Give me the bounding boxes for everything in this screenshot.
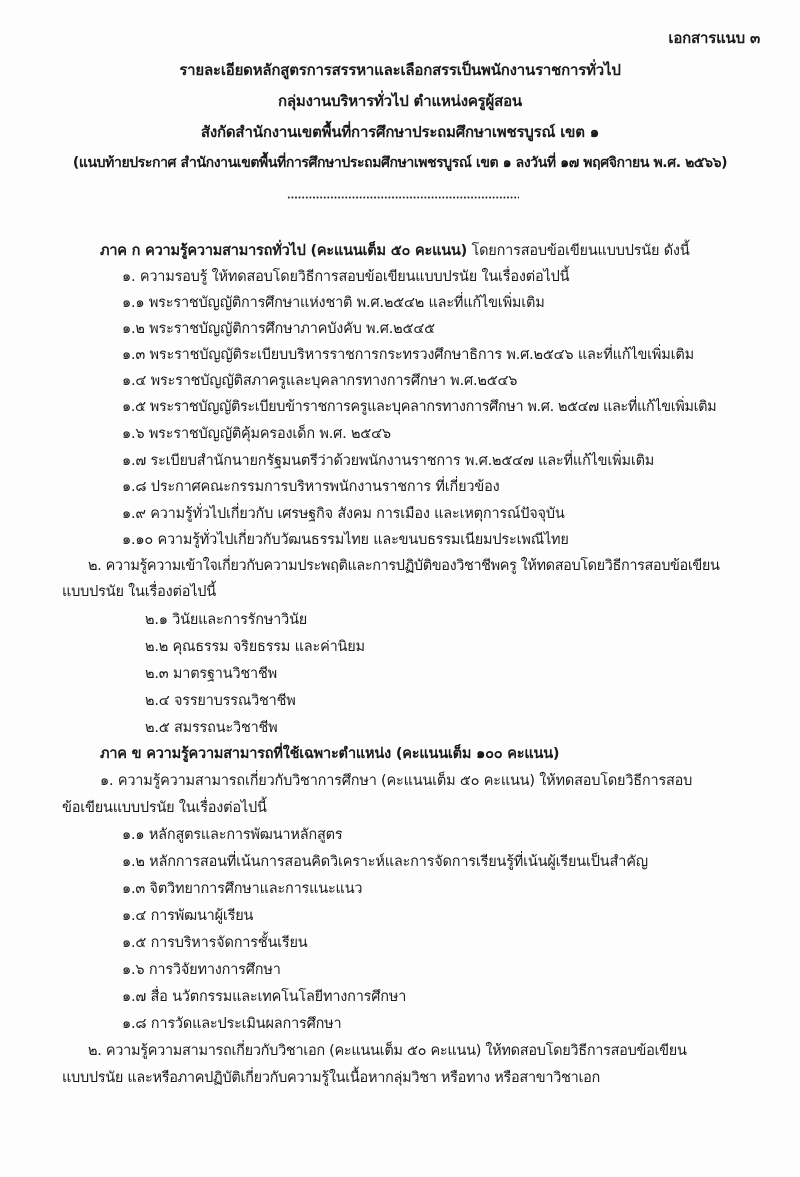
document-title: รายละเอียดหลักสูตรการสรรหาและเลือกสรรเป็นพนักงานราชการทั่วไป — [179, 61, 621, 79]
part-a-item: ๑.๓ พระราชบัญญัติระเบียบบริหารราชการกระทรวงศึกษาธิการ พ.ศ.๒๕๔๖ และที่แก้ไขเพิ่มเติม — [122, 347, 694, 363]
part-b-item: ๑.๔ การพัฒนาผู้เรียน — [122, 908, 254, 924]
part-a-section2-title-cont: แบบปรนัย ในเรื่องต่อไปนี้ — [62, 584, 217, 600]
part-a-section1-title: ๑. ความรอบรู้ ให้ทดสอบโดยวิธีการสอบข้อเขียนแบบปรนัย ในเรื่องต่อไปนี้ — [122, 269, 570, 285]
part-a-title: ภาค ก ความรู้ความสามารถทั่วไป (คะแนนเต็ม ๕๐ คะแนน) — [100, 243, 468, 259]
part-a-item: ๑.๑ พระราชบัญญัติการศึกษาแห่งชาติ พ.ศ.๒๕๔๒ และที่แก้ไขเพิ่มเติม — [122, 295, 545, 311]
part-a-item: ๑.๕ พระราชบัญญัติระเบียบข้าราชการครูและบุคลากรทางการศึกษา พ.ศ. ๒๕๔๗ และที่แก้ไขเพิ่มเติม — [122, 399, 717, 415]
part-a-section2-item: ๒.๑ วินัยและการรักษาวินัย — [145, 612, 308, 628]
part-b-item: ๑.๖ การวิจัยทางการศึกษา — [122, 962, 281, 978]
part-a-section2-item: ๒.๓ มาตรฐานวิชาชีพ — [145, 666, 277, 682]
part-a-section2-title: ๒. ความรู้ความเข้าใจเกี่ยวกับความประพฤติและการปฏิบัติของวิชาชีพครู ให้ทดสอบโดยวิธีการสอบข้อเขียน — [88, 558, 720, 574]
part-b-section1-title: ๑. ความรู้ความสามารถเกี่ยวกับวิชาการศึกษา (คะแนนเต็ม ๕๐ คะแนน) ให้ทดสอบโดยวิธีการสอบ — [100, 773, 693, 789]
part-a-item: ๑.๑๐ ความรู้ทั่วไปเกี่ยวกับวัฒนธรรมไทย และขนบธรรมเนียมประเพณีไทย — [122, 532, 569, 548]
part-b-item: ๑.๗ สื่อ นวัตกรรมและเทคโนโลยีทางการศึกษา — [122, 989, 407, 1005]
part-a-item: ๑.๙ ความรู้ทั่วไปเกี่ยวกับ เศรษฐกิจ สังคม การเมือง และเหตุการณ์ปัจจุบัน — [122, 506, 565, 522]
part-b-section1-title-cont: ข้อเขียนแบบปรนัย ในเรื่องต่อไปนี้ — [62, 800, 267, 816]
part-b-item: ๑.๓ จิตวิทยาการศึกษาและการแนะแนว — [122, 881, 363, 897]
part-a-item: ๑.๒ พระราชบัญญัติการศึกษาภาคบังคับ พ.ศ.๒๕๔๕ — [122, 321, 435, 337]
part-a-section2-item: ๒.๕ สมรรถนะวิชาชีพ — [145, 720, 278, 736]
part-a-heading — [100, 241, 690, 261]
part-b-section2-title-cont: แบบปรนัย และหรือภาคปฏิบัติเกี่ยวกับความรู้ในเนื้อหากลุ่มวิชา หรือทาง หรือสาขาวิชาเอก — [62, 1070, 601, 1086]
dotted-separator — [287, 196, 519, 199]
part-b-item: ๑.๑ หลักสูตรและการพัฒนาหลักสูตร — [122, 827, 343, 843]
part-a-item: ๑.๖ พระราชบัญญัติคุ้มครองเด็ก พ.ศ. ๒๕๔๖ — [122, 426, 391, 442]
attachment-label: เอกสารแนบ ๓ — [668, 29, 760, 47]
part-b-heading: ภาค ข ความรู้ความสามารถที่ใช้เฉพาะตำแหน่ง (คะแนนเต็ม ๑๐๐ คะแนน) — [100, 746, 560, 762]
part-a-item: ๑.๗ ระเบียบสำนักนายกรัฐมนตรีว่าด้วยพนักงานราชการ พ.ศ.๒๕๔๗ และที่แก้ไขเพิ่มเติม — [122, 453, 655, 469]
part-b-item: ๑.๘ การวัดและประเมินผลการศึกษา — [122, 1016, 342, 1032]
part-a-method: โดยการสอบข้อเขียนแบบปรนัย ดังนี้ — [467, 243, 690, 259]
part-a-section2-item: ๒.๔ จรรยาบรรณวิชาชีพ — [145, 693, 296, 709]
part-a-item: ๑.๔ พระราชบัญญัติสภาครูและบุคลากรทางการศึกษา พ.ศ.๒๕๔๖ — [122, 373, 518, 389]
part-a-item: ๑.๘ ประกาศคณะกรรมการบริหารพนักงานราชการ ที่เกี่ยวข้อง — [122, 479, 500, 495]
part-b-item: ๑.๕ การบริหารจัดการชั้นเรียน — [122, 935, 308, 951]
document-office: สังกัดสำนักงานเขตพื้นที่การศึกษาประถมศึกษาเพชรบูรณ์ เขต ๑ — [200, 123, 600, 141]
document-group: กลุ่มงานบริหารทั่วไป ตำแหน่งครูผู้สอน — [278, 92, 522, 110]
part-b-item: ๑.๒ หลักการสอนที่เน้นการสอนคิดวิเคราะห์และการจัดการเรียนรู้ที่เน้นผู้เรียนเป็นสำคัญ — [122, 854, 648, 870]
document-annex: (แนบท้ายประกาศ สำนักงานเขตพื้นที่การศึกษาประถมศึกษาเพชรบูรณ์ เขต ๑ ลงวันที่ ๑๗ พฤศจิกายน พ.ศ. ๒๕๖๖) — [72, 155, 728, 171]
part-a-section2-item: ๒.๒ คุณธรรม จริยธรรม และค่านิยม — [145, 639, 365, 655]
part-b-section2-title: ๒. ความรู้ความสามารถเกี่ยวกับวิชาเอก (คะแนนเต็ม ๕๐ คะแนน) ให้ทดสอบโดยวิธีการสอบข้อเขียน — [88, 1043, 687, 1059]
